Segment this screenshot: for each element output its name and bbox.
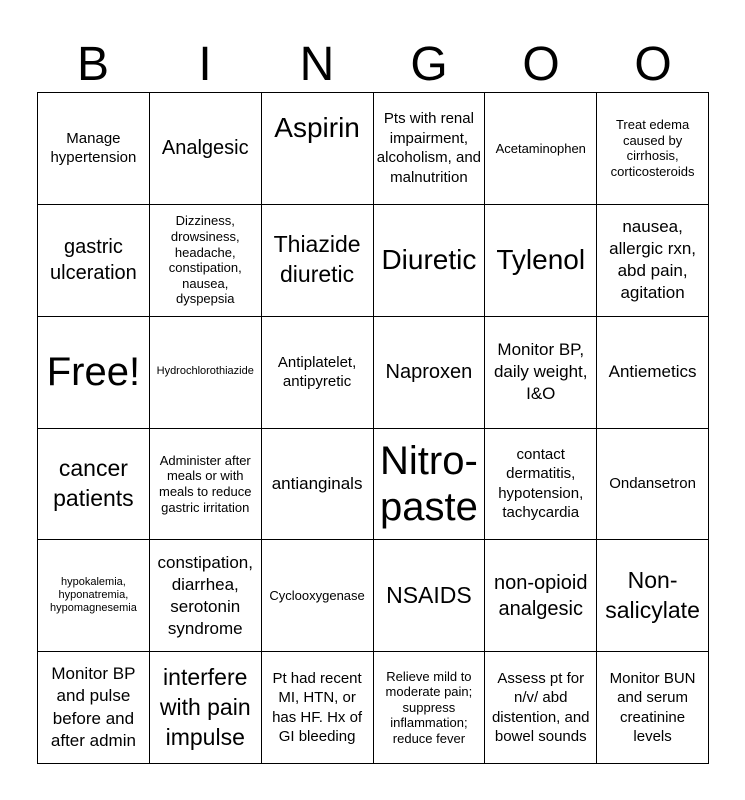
bingo-cell[interactable]: antianginals	[262, 429, 374, 541]
bingo-cell[interactable]: Manage hypertension	[38, 93, 150, 205]
bingo-cell[interactable]: Cyclooxygenase	[262, 540, 374, 652]
bingo-cell[interactable]: Administer after meals or with meals to reduce gastric irritation	[150, 429, 262, 541]
bingo-cell[interactable]: Tylenol	[485, 205, 597, 317]
bingo-cell[interactable]: Aspirin	[262, 93, 374, 205]
bingo-cell[interactable]: Monitor BP and pulse before and after admin	[38, 652, 150, 764]
bingo-cell[interactable]: Relieve mild to moderate pain; suppress inflammation; reduce fever	[374, 652, 486, 764]
bingo-cell[interactable]: nausea, allergic rxn, abd pain, agitation	[597, 205, 709, 317]
bingo-cell[interactable]: contact dermatitis, hypotension, tachycardia	[485, 429, 597, 541]
header-letter-n: N	[299, 38, 335, 91]
bingo-cell[interactable]: Dizziness, drowsiness, headache, constipation, nausea, dyspepsia	[150, 205, 262, 317]
bingo-cell[interactable]: cancer patients	[38, 429, 150, 541]
bingo-board	[37, 92, 709, 764]
bingo-cell[interactable]: Acetaminophen	[485, 93, 597, 205]
bingo-cell[interactable]: Nitro-paste	[374, 429, 486, 541]
bingo-cell[interactable]: Pts with renal impairment, alcoholism, and malnutrition	[374, 93, 486, 205]
bingo-cell[interactable]: hypokalemia, hyponatremia, hypomagnesemia	[38, 540, 150, 652]
bingo-cell[interactable]: non-opioid analgesic	[485, 540, 597, 652]
bingo-cell[interactable]: NSAIDS	[374, 540, 486, 652]
bingo-cell[interactable]: Thiazide diuretic	[262, 205, 374, 317]
bingo-cell[interactable]: Treat edema caused by cirrhosis, corticosteroids	[597, 93, 709, 205]
bingo-header	[37, 38, 709, 92]
bingo-cell[interactable]: Pt had recent MI, HTN, or has HF. Hx of GI bleeding	[262, 652, 374, 764]
header-letter-o: O	[522, 38, 560, 91]
bingo-cell[interactable]: Non-salicylate	[597, 540, 709, 652]
header-letter-g: G	[410, 38, 448, 91]
bingo-cell[interactable]: Antiplatelet, antipyretic	[262, 317, 374, 429]
free-space-cell[interactable]: Free!	[38, 317, 150, 429]
bingo-cell[interactable]: Monitor BP, daily weight, I&O	[485, 317, 597, 429]
bingo-cell[interactable]: Ondansetron	[597, 429, 709, 541]
bingo-cell[interactable]: gastric ulceration	[38, 205, 150, 317]
bingo-cell[interactable]: Analgesic	[150, 93, 262, 205]
bingo-cell[interactable]: Monitor BUN and serum creatinine levels	[597, 652, 709, 764]
bingo-cell[interactable]: Antiemetics	[597, 317, 709, 429]
bingo-cell[interactable]: constipation, diarrhea, serotonin syndrome	[150, 540, 262, 652]
bingo-cell[interactable]: Assess pt for n/v/ abd distention, and bowel sounds	[485, 652, 597, 764]
bingo-cell[interactable]: Hydrochlorothiazide	[150, 317, 262, 429]
header-letter-o-2: O	[634, 38, 672, 91]
bingo-cell[interactable]: interfere with pain impulse	[150, 652, 262, 764]
bingo-cell[interactable]: Diuretic	[374, 205, 486, 317]
bingo-cell[interactable]: Naproxen	[374, 317, 486, 429]
header-letter-i: I	[198, 38, 212, 91]
header-letter-b: B	[76, 38, 109, 91]
